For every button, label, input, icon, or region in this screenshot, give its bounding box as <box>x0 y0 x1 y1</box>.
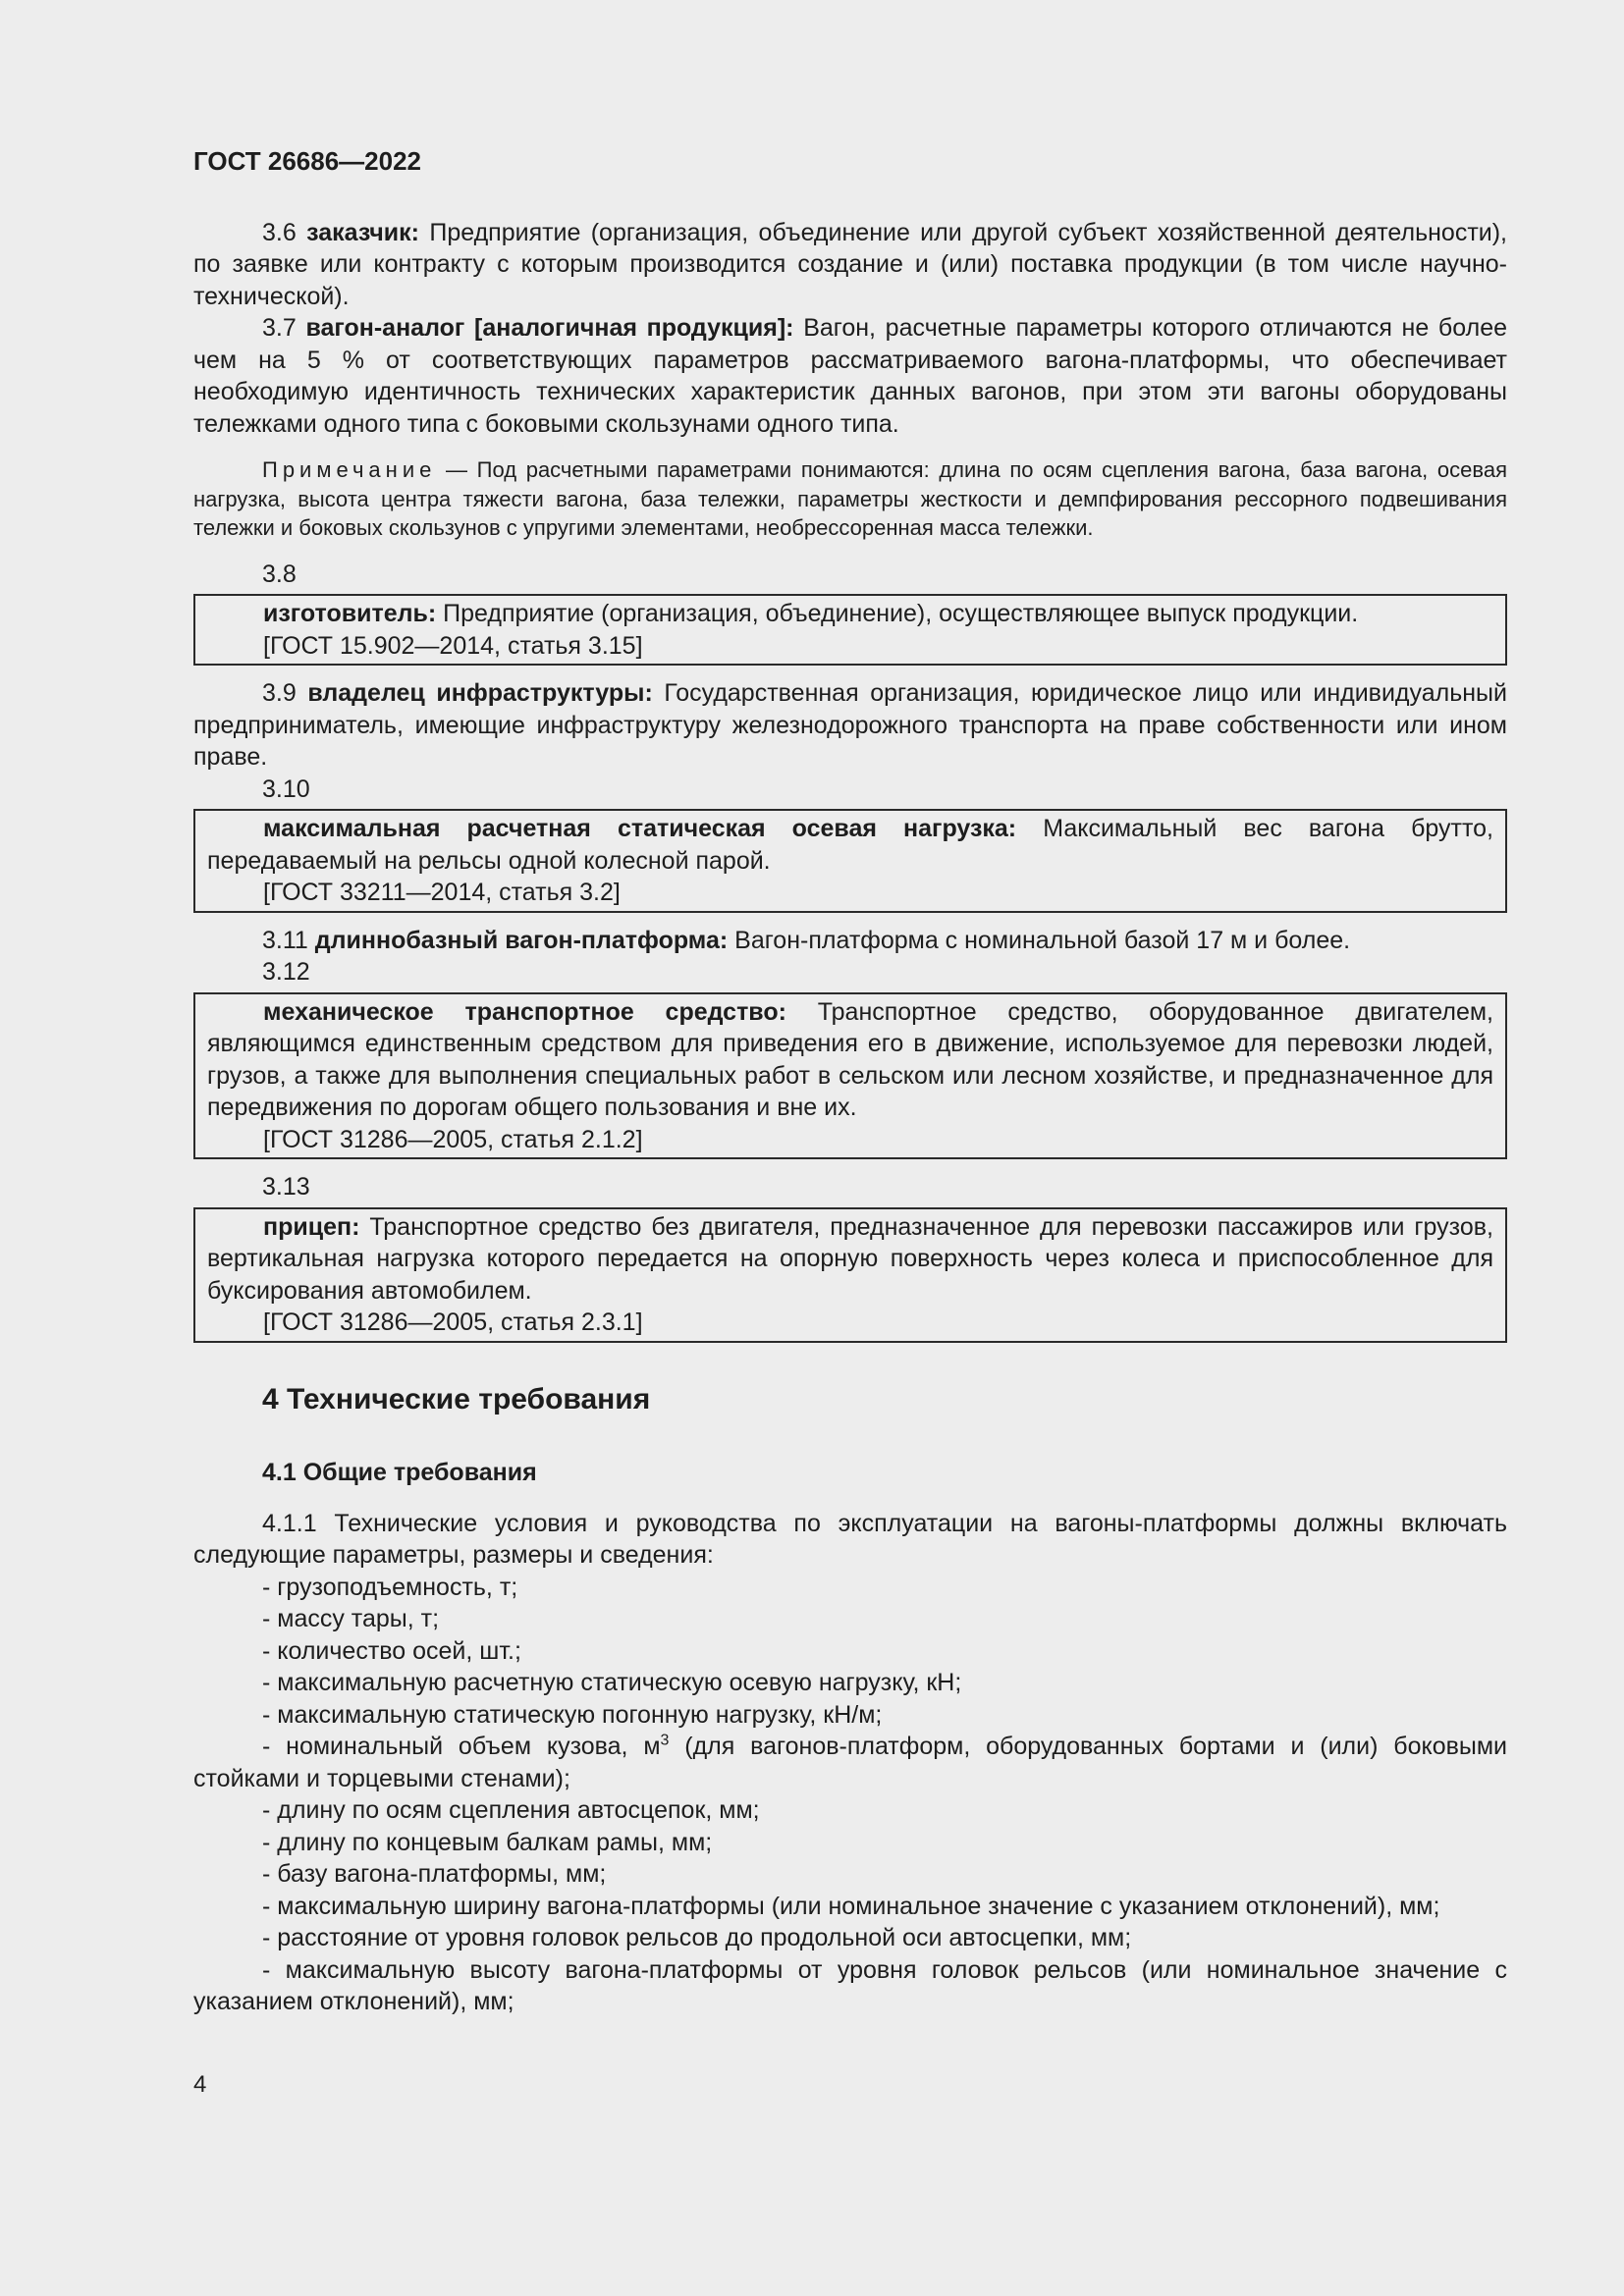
list-item-height: - максимальную высоту вагона-платформы от уровня головок рельсов (или номинальное значение с указанием отклонений), мм; <box>193 1955 1507 2015</box>
list-item: - максимальную ширину вагона-платформы (или номинальное значение с указанием отклонений), мм; <box>262 1892 1440 1920</box>
clause-term: механическое транспортное средство: <box>263 997 786 1026</box>
clause-3-7 <box>193 312 1507 440</box>
clause-number: 3.11 <box>262 926 308 954</box>
note <box>193 455 1507 543</box>
clause-text: Транспортное средство без двигателя, предназначенное для перевозки пассажиров или грузов, вертикальная нагрузка которого передается на опорную поверхность через колеса и приспособленное для буксирования автомобилем. <box>207 1212 1493 1305</box>
clause-text: Максимальный вес вагона брутто, передаваемый на рельсы одной колесной парой. <box>207 815 1493 875</box>
clause-4-1-1: 4.1.1 Технические условия и руководства по эксплуатации на вагоны-платформы должны включать следующие параметры, размеры и сведения: <box>193 1509 1507 1569</box>
clause-number-3-8: 3.8 <box>262 560 297 588</box>
list-item: - грузоподъемность, т; <box>262 1573 518 1601</box>
source-reference: [ГОСТ 31286—2005, статья 2.1.2] <box>263 1125 643 1153</box>
list-item: - максимальную статическую погонную нагрузку, кН/м; <box>262 1700 883 1729</box>
list-item: - максимальную расчетную статическую осевую нагрузку, кН; <box>262 1669 962 1696</box>
clause-3-6 <box>193 217 1507 313</box>
section-heading-4: 4 Технические требования <box>262 1382 651 1415</box>
definition-box-3-13 <box>193 1207 1507 1343</box>
note-text: — Под расчетными параметрами понимаются: длина по осям сцепления вагона, база вагона, осевая нагрузка, высота центра тяжести вагона, база тележки, параметры жесткости и демпфирования рессорного подвешивания тележки и боковых скользунов с упругими элементами, необрессоренная масса тележки. <box>193 457 1507 540</box>
clause-number: 3.7 <box>262 314 297 342</box>
list-item: - количество осей, шт.; <box>262 1636 521 1665</box>
list-item: - длину по осям сцепления автосцепок, мм; <box>262 1796 760 1824</box>
list-item: - массу тары, т; <box>262 1605 440 1632</box>
definition-box-3-8 <box>193 594 1507 666</box>
definition-box-3-12 <box>193 992 1507 1160</box>
source-reference: [ГОСТ 31286—2005, статья 2.3.1] <box>263 1308 643 1336</box>
clause-number-3-12: 3.12 <box>262 958 310 986</box>
list-item: - базу вагона-платформы, мм; <box>262 1860 607 1888</box>
clause-text: Вагон, расчетные параметры которого отличаются не более чем на 5 % от соответствующих параметров рассматриваемого вагона-платформы, что обеспечивает необходимую идентичность технических характеристик данных вагонов, при этом эти вагоны оборудованы тележками одного типа с боковыми скользунами одного типа. <box>193 314 1507 438</box>
clause-text: Государственная организация, юридическое лицо или индивидуальный предприниматель, имеющие инфраструктуру железнодорожного транспорта на праве собственности или ином праве. <box>193 679 1507 771</box>
clause-term: вагон-аналог [аналогичная продукция]: <box>305 314 794 342</box>
clause-term: заказчик: <box>306 218 420 246</box>
clause-term: владелец инфраструктуры: <box>307 679 653 707</box>
source-reference: [ГОСТ 15.902—2014, статья 3.15] <box>263 631 643 660</box>
clause-3-11 <box>193 925 1507 957</box>
clause-number: 3.9 <box>262 679 297 707</box>
clause-term: длиннобазный вагон-платформа: <box>314 926 729 954</box>
clause-number: 3.6 <box>262 218 297 246</box>
list-item-volume: - номинальный объем кузова, $м^3$ (для вагонов-платформ, оборудованных бортами и (или) боковыми стойками и торцевыми стенами); <box>193 1732 1508 1792</box>
clause-term: максимальная расчетная статическая осевая нагрузка: <box>263 815 1017 842</box>
source-reference: [ГОСТ 33211—2014, статья 3.2] <box>263 879 621 906</box>
page-content <box>193 145 1507 2018</box>
clause-term: прицеп: <box>263 1212 360 1241</box>
note-label: Примечание <box>262 457 437 482</box>
clause-number-3-13: 3.13 <box>262 1173 310 1201</box>
clause-text: Предприятие (организация, объединение), осуществляющее выпуск продукции. <box>443 600 1359 627</box>
list-item: - длину по концевым балкам рамы, мм; <box>262 1828 713 1856</box>
clause-text: Предприятие (организация, объединение или другой субъект хозяйственной деятельности), по заявке или контракту с которым производится создание и (или) поставка продукции (в том числе научно-технической). <box>193 218 1508 310</box>
clause-number-3-10: 3.10 <box>262 774 310 803</box>
list-item: - расстояние от уровня головок рельсов до продольной оси автосцепки, мм; <box>262 1924 1132 1951</box>
clause-term: изготовитель: <box>263 600 437 627</box>
definition-box-3-10 <box>193 809 1507 913</box>
document-header: ГОСТ 26686—2022 <box>193 146 421 176</box>
clause-3-9 <box>193 677 1507 774</box>
subsection-heading-4-1: 4.1 Общие требования <box>262 1458 537 1486</box>
clause-text: Вагон-платформа с номинальной базой 17 м и более. <box>734 926 1351 954</box>
clause-text: Транспортное средство, оборудованное двигателем, являющимся единственным средством для приведения его в движение, используемое для перевозки людей, грузов, а также для выполнения специальных работ в сельском или лесном хозяйстве, и предназначенное для передвижения по дорогам общего пользования и вне их. <box>207 997 1494 1121</box>
page-number: 4 <box>193 2071 207 2098</box>
